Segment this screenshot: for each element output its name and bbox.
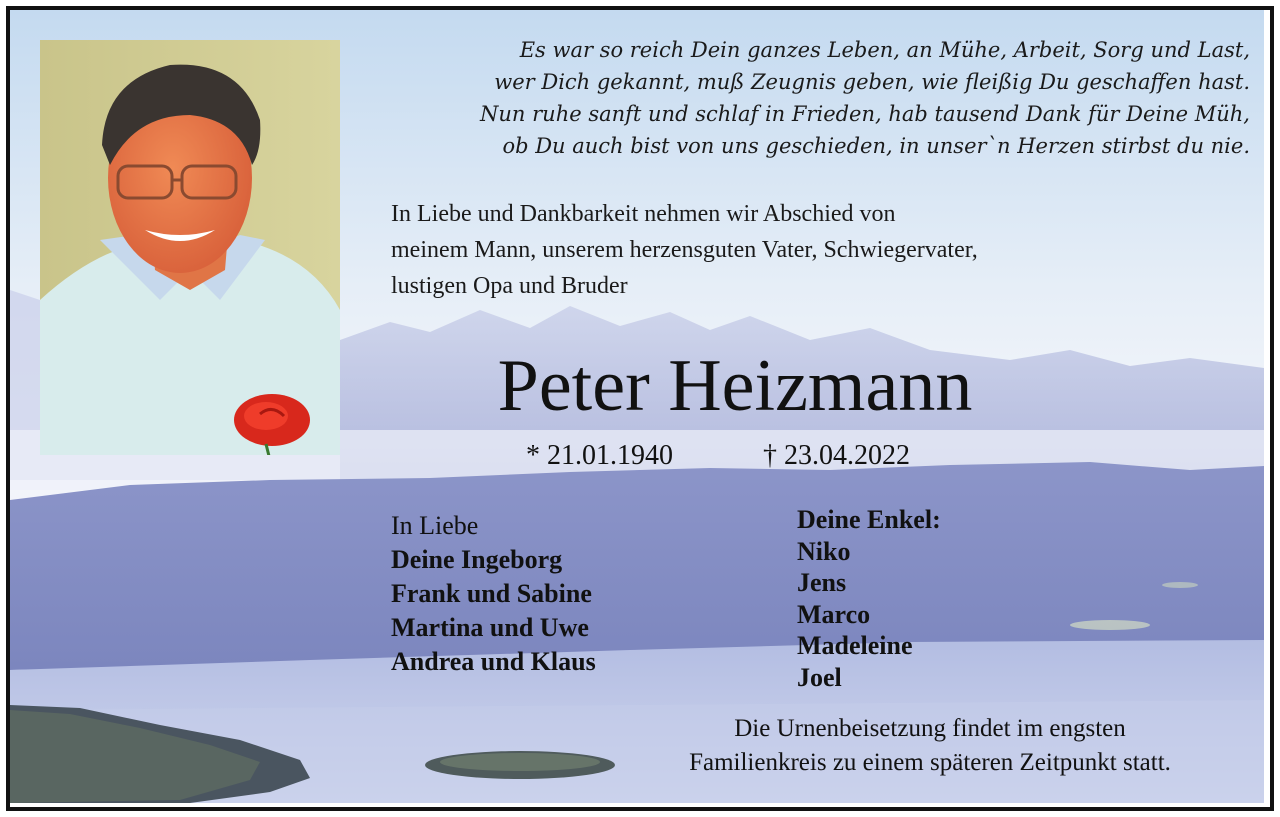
family-member: Andrea und Klaus xyxy=(391,647,596,676)
memorial-poem xyxy=(430,34,1250,162)
note-line: Die Urnenbeisetzung findet im engsten xyxy=(734,715,1126,742)
grandchild-name: Joel xyxy=(797,662,842,692)
grandchild-name: Madeleine xyxy=(797,631,913,660)
grandchild-name: Niko xyxy=(797,536,851,566)
note-line: Familienkreis zu einem späteren Zeitpunkt statt. xyxy=(689,749,1171,776)
portrait-photo xyxy=(40,40,340,455)
poem-line: ob Du auch bist von uns geschieden, in unser`n Herzen stirbst du nie. xyxy=(502,134,1250,158)
intro-line: In Liebe und Dankbarkeit nehmen wir Abschied von xyxy=(391,201,896,227)
intro-line: lustigen Opa und Bruder xyxy=(391,273,628,299)
family-member: Frank und Sabine xyxy=(391,579,592,608)
family-signatures xyxy=(391,509,596,679)
grandchildren-heading: Deine Enkel: xyxy=(797,505,941,534)
poem-line: Nun ruhe sanft und schlaf in Frieden, hab tausend Dank für Deine Müh, xyxy=(480,102,1250,126)
family-opening: In Liebe xyxy=(391,511,479,540)
death-date: † 23.04.2022 xyxy=(763,440,910,471)
grandchild-name: Marco xyxy=(797,599,871,629)
family-member: Deine Ingeborg xyxy=(391,545,563,574)
poem-line: Es war so reich Dein ganzes Leben, an Mühe, Arbeit, Sorg und Last, xyxy=(519,38,1250,62)
farewell-intro xyxy=(391,196,1151,304)
family-member: Martina und Uwe xyxy=(391,613,589,642)
intro-line: meinem Mann, unserem herzensguten Vater, Schwiegervater, xyxy=(391,237,978,263)
poem-line: wer Dich gekannt, muß Zeugnis geben, wie fleißig Du geschaffen hast. xyxy=(494,70,1250,94)
deceased-name: Peter Heizmann xyxy=(497,345,973,427)
burial-note xyxy=(630,712,1230,780)
grandchildren-list xyxy=(797,504,941,693)
birth-date: * 21.01.1940 xyxy=(526,440,673,471)
grandchild-name: Jens xyxy=(797,568,847,597)
